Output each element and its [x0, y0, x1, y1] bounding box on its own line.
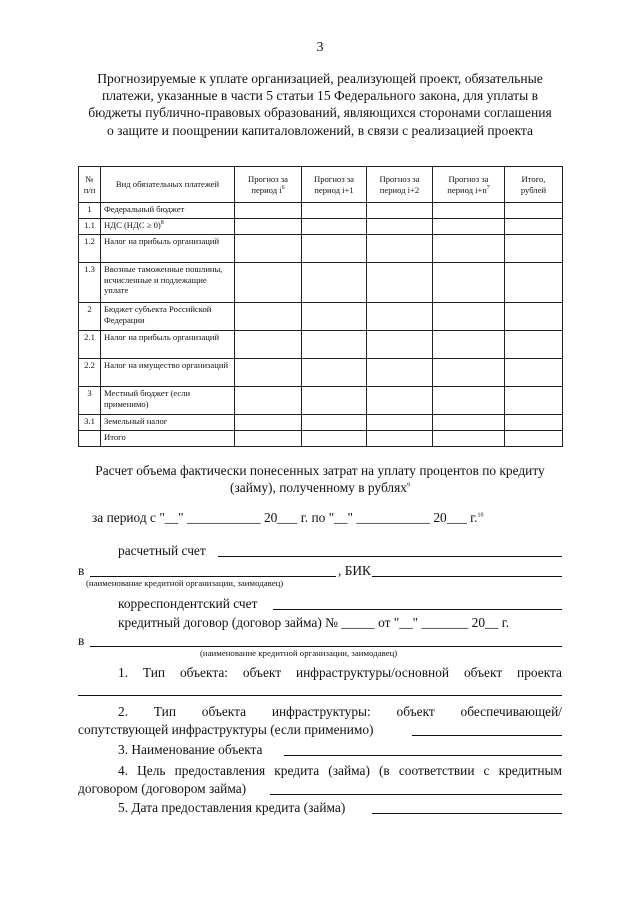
row-num	[79, 431, 101, 447]
row-label: Местный бюджет (если применимо)	[101, 387, 235, 415]
table-row	[79, 219, 563, 235]
item-4-line-2: договором (договором займа)	[78, 781, 247, 796]
row-num: 1.1	[79, 219, 101, 235]
header-period-i2: Прогноз за период i+2	[367, 167, 433, 203]
bank2-caption: (наименование кредитной организации, заимодавец)	[200, 648, 398, 658]
table-row	[79, 415, 563, 431]
table-row	[79, 331, 563, 359]
header-period-in: Прогноз за период $i+n^7$	[433, 167, 505, 203]
row-num: 2	[79, 303, 101, 331]
bank-field-line[interactable]	[90, 576, 336, 577]
table-row	[79, 263, 563, 303]
table-row	[79, 235, 563, 263]
row-label: Федеральный бюджет	[101, 203, 235, 219]
table-row	[79, 431, 563, 447]
page-number: 3	[316, 40, 324, 55]
in-label: в	[78, 563, 85, 578]
page-title: Прогнозируемые к уплате организацией, реализующей проект, обязательные платежи, указанные в части 5 статьи 15 Федерального закона, для уплаты в бюджеты публично-правовых образований, являющихся сторонами соглашения о защите и поощрении капиталовложений, в связи с реализацией проекта	[88, 71, 552, 138]
payments-table	[78, 166, 563, 447]
section-heading: Расчет объема фактически понесенных затрат на уплату процентов по кредиту (займу), полученному в рублях$^9$	[95, 463, 545, 495]
table-row	[79, 203, 563, 219]
header-kind: Вид обязательных платежей	[101, 167, 235, 203]
bank2-field-line[interactable]	[90, 646, 562, 647]
row-label: Налог на имущество организаций	[101, 359, 235, 387]
row-num: 1.3	[79, 263, 101, 303]
row-num: 3.1	[79, 415, 101, 431]
row-label: Налог на прибыль организаций	[101, 331, 235, 359]
row-label: НДС (НДС ≥ 0)$^8$	[101, 219, 235, 235]
item-1: 1. Тип объекта: объект инфраструктуры/основной объект проекта	[118, 665, 562, 680]
in-label-2: в	[78, 633, 85, 648]
item-2-field-line[interactable]	[412, 735, 562, 736]
item-1-field-line[interactable]	[78, 695, 562, 696]
item-5: 5. Дата предоставления кредита (займа)	[118, 800, 346, 815]
row-label: Бюджет субъекта Российской Федерации	[101, 303, 235, 331]
table-row	[79, 387, 563, 415]
row-num: 2.1	[79, 331, 101, 359]
item-5-field-line[interactable]	[372, 813, 562, 814]
row-num: 1	[79, 203, 101, 219]
account-field-line[interactable]	[218, 556, 562, 557]
item-3-field-line[interactable]	[284, 755, 562, 756]
corr-field-line[interactable]	[273, 609, 562, 610]
item-4-line-1: 4. Цель предоставления кредита (займа) (в соответствии с кредитным	[118, 763, 562, 778]
item-4-field-line[interactable]	[270, 794, 562, 795]
header-period-i: Прогноз за период $i^6$	[235, 167, 302, 203]
account-label: расчетный счет	[118, 543, 206, 558]
row-label: Итого	[101, 431, 235, 447]
item-2-line-2: сопутствующей инфраструктуры (если применимо)	[78, 722, 374, 737]
header-period-i1: Прогноз за период i+1	[302, 167, 367, 203]
row-num: 3	[79, 387, 101, 415]
item-2-line-1: 2. Тип объекта инфраструктуры: объект обеспечивающей/	[118, 704, 562, 719]
header-total: Итого, рублей	[505, 167, 563, 203]
item-3: 3. Наименование объекта	[118, 742, 263, 757]
corr-label: корреспондентский счет	[118, 596, 258, 611]
row-num: 2.2	[79, 359, 101, 387]
row-label: Налог на прибыль организаций	[101, 235, 235, 263]
table-row	[79, 303, 563, 331]
period-line: за период с "__" ___________ 20___ г. по "__" ___________ 20___ г.$^{10}$	[92, 510, 484, 525]
table-row	[79, 359, 563, 387]
bik-label: , БИК	[338, 563, 371, 578]
loan-contract-line: кредитный договор (договор займа) № _____ от "__" _______ 20__ г.	[118, 615, 510, 630]
row-label: Ввозные таможенные пошлины, исчисленные и подлежащие уплате	[101, 263, 235, 303]
row-num: 1.2	[79, 235, 101, 263]
bik-field-line[interactable]	[372, 576, 562, 577]
row-label: Земельный налог	[101, 415, 235, 431]
bank-caption: (наименование кредитной организации, заимодавец)	[86, 578, 284, 588]
header-num: № п/п	[79, 167, 101, 203]
